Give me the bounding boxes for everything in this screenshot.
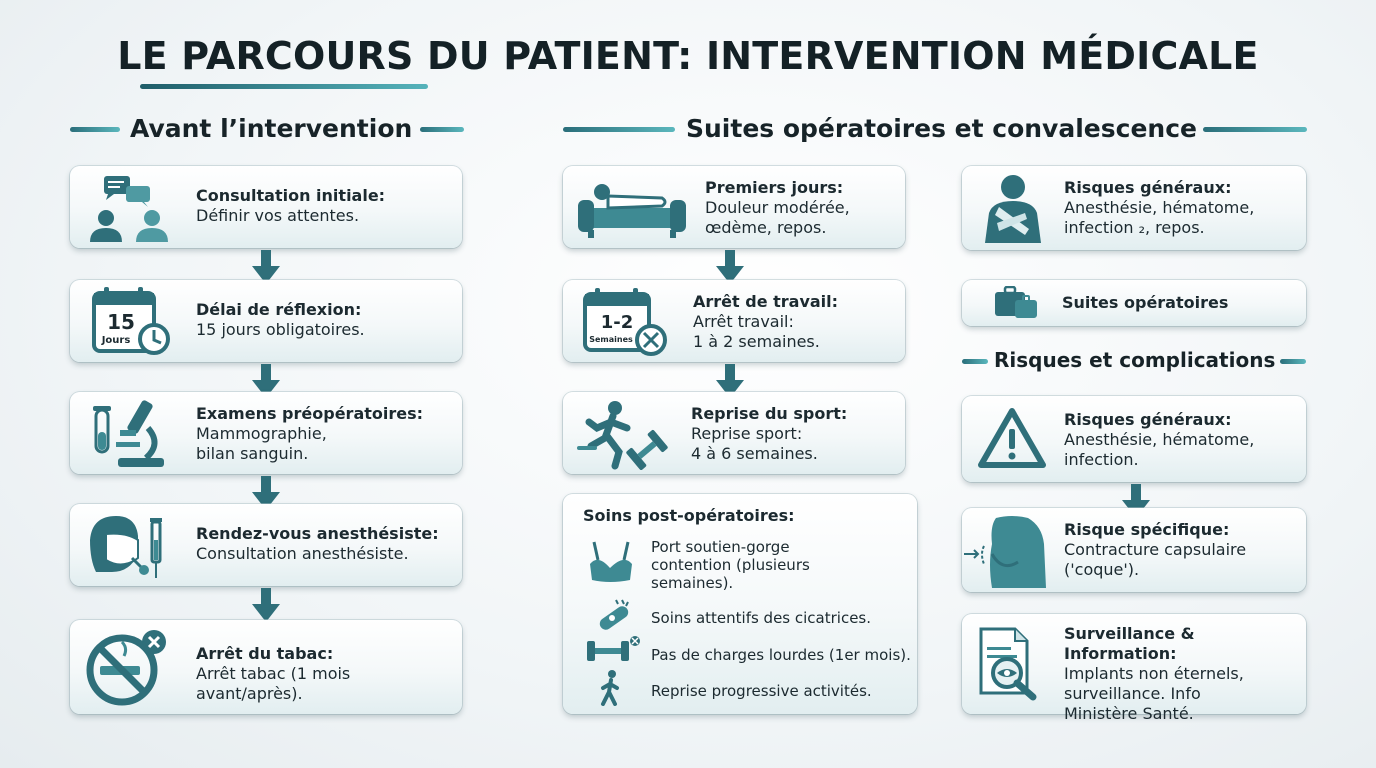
step-body: Anesthésie, hématome, infection ₂, repos. (1064, 198, 1255, 237)
care-heading: Soins post-opératoires: (583, 506, 795, 525)
step-heading: Examens préopératoires: (196, 404, 424, 423)
section-title-risks: Risques et complications (994, 348, 1276, 372)
section-bar-right (1203, 127, 1307, 132)
suites-card (962, 280, 1306, 326)
section-bar-right (1280, 359, 1306, 364)
step-card-reflection (70, 280, 462, 362)
patient-bandage-icon (978, 172, 1048, 244)
section-bar-right (420, 127, 464, 132)
calendar-icon (86, 286, 176, 356)
risk-general-card-top (962, 166, 1306, 250)
care-item-text: Reprise progressive activités. (651, 682, 872, 700)
care-card (563, 494, 917, 714)
calendar-stop-icon (581, 284, 671, 358)
sofa-rest-icon (577, 174, 687, 240)
step-heading: Rendez-vous anesthésiste: (196, 524, 439, 543)
step-body: 15 jours obligatoires. (196, 320, 365, 339)
step-body: Reprise sport: 4 à 6 semaines. (691, 424, 818, 463)
step-body: Implants non éternels, surveillance. Info Ministère Santé. (1064, 664, 1244, 723)
section-bar-left (962, 359, 988, 364)
section-bar-left (563, 127, 675, 132)
microscope-icon (88, 396, 168, 470)
page-title: LE PARCOURS DU PATIENT: INTERVENTION MÉDICALE (117, 34, 1259, 78)
step-body: Anesthésie, hématome, infection. (1064, 430, 1255, 469)
step-heading: Reprise du sport: (691, 404, 848, 423)
step-card-work-stop (563, 280, 905, 362)
step-body: Mammographie, bilan sanguin. (196, 424, 327, 463)
torso-icon (962, 514, 1052, 588)
step-body: Définir vos attentes. (196, 206, 360, 225)
step-card-sport (563, 392, 905, 474)
care-item-text: Port soutien-gorge contention (plusieurs semaines). (651, 538, 810, 592)
arrow-down-icon (716, 250, 744, 284)
step-heading: Arrêt de travail: (693, 292, 839, 311)
consultation-icon (84, 172, 174, 242)
step-heading: Risques généraux: (1064, 178, 1232, 197)
step-heading: Délai de réflexion: (196, 300, 362, 319)
risk-specific-card (962, 508, 1306, 592)
sport-icon (571, 398, 671, 470)
bra-icon (585, 538, 637, 588)
section-title-after: Suites opératoires et convalescence (686, 114, 1197, 143)
briefcase-icon (992, 285, 1040, 321)
calendar-badge-sub: Jours (101, 335, 131, 346)
step-heading: Premiers jours: (705, 178, 844, 197)
warning-icon (976, 404, 1048, 474)
care-item-text: Pas de charges lourdes (1er mois). (651, 646, 911, 664)
step-body: Douleur modérée, œdème, repos. (705, 198, 850, 237)
risk-general-card (962, 396, 1306, 482)
step-card-consultation (70, 166, 462, 248)
step-card-anesthesia (70, 504, 462, 586)
step-heading: Surveillance & Information: (1064, 624, 1195, 663)
section-title-before: Avant l’intervention (130, 114, 413, 143)
arrow-down-icon (252, 588, 280, 622)
document-search-icon (976, 626, 1048, 702)
step-card-exams (70, 392, 462, 474)
step-heading: Arrêt du tabac: (196, 644, 334, 663)
step-body: Arrêt travail: 1 à 2 semaines. (693, 312, 820, 351)
calendar-badge: 15 (107, 310, 135, 334)
calendar-badge: 1-2 (600, 312, 634, 333)
surveillance-card (962, 614, 1306, 723)
step-card-tobacco (70, 620, 462, 714)
title-underline (140, 84, 428, 89)
anesthesia-icon (86, 510, 170, 582)
step-body: Consultation anesthésiste. (196, 544, 409, 563)
step-body: Contracture capsulaire ('coque'). (1064, 540, 1247, 579)
step-heading: Consultation initiale: (196, 186, 386, 205)
step-heading: Risque spécifique: (1064, 520, 1230, 539)
step-body: Arrêt tabac (1 mois avant/après). (196, 664, 351, 703)
step-heading: Risques généraux: (1064, 410, 1232, 429)
care-item-text: Soins attentifs des cicatrices. (651, 609, 872, 627)
step-card-first-days (563, 166, 905, 248)
bandage-icon (591, 598, 633, 634)
suites-label: Suites opératoires (1062, 293, 1229, 312)
dumbbell-icon (585, 634, 641, 666)
no-smoking-icon (84, 626, 170, 708)
calendar-badge-sub: Semaines (589, 335, 633, 344)
arrow-down-icon (252, 250, 280, 284)
section-bar-left (70, 127, 120, 132)
walking-icon (595, 670, 627, 706)
